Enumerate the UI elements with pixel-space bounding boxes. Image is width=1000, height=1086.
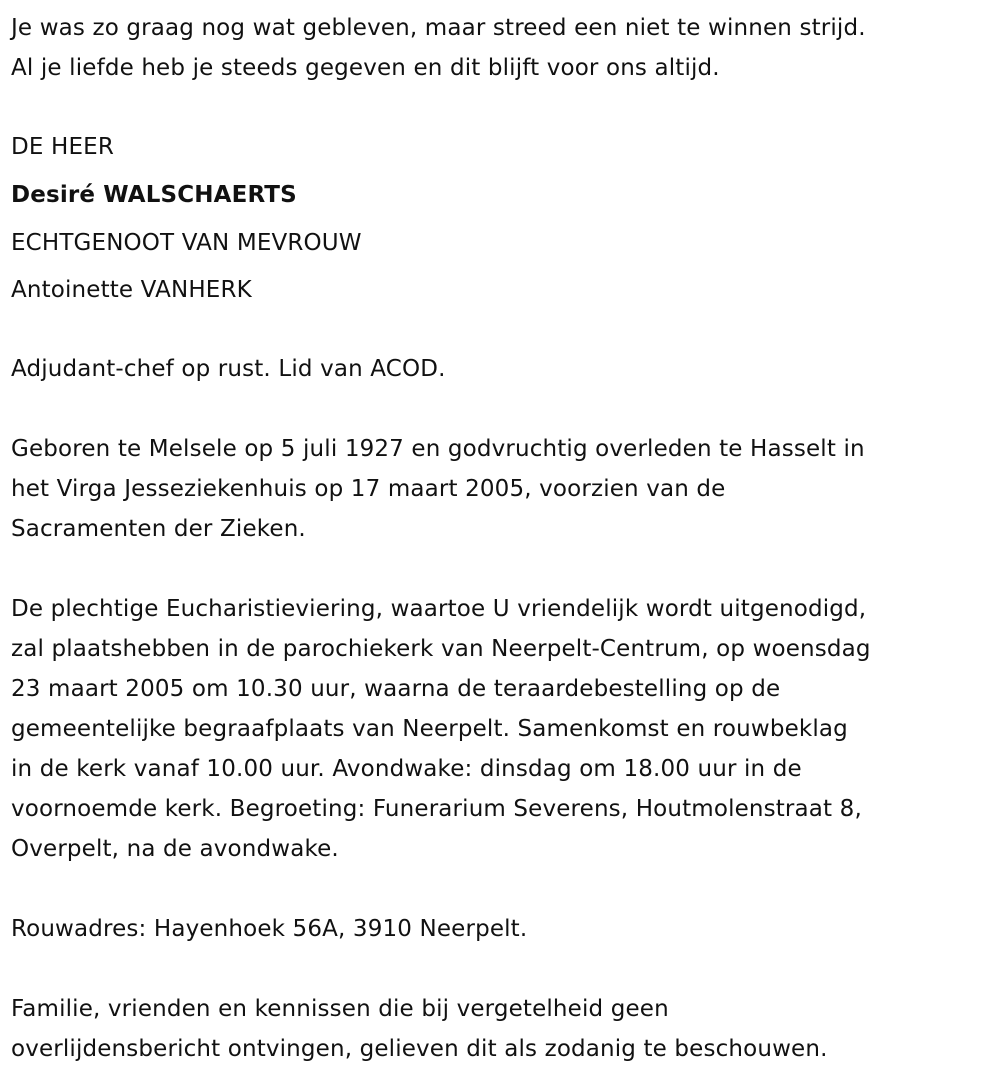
mourning-address: Rouwadres: Hayenhoek 56A, 3910 Neerpelt. (11, 916, 528, 942)
closing-line-2: overlijdensbericht ontvingen, gelieven dit als zodanig te beschouwen. (11, 1036, 828, 1062)
ceremony-line-6: voornoemde kerk. Begroeting: Funerarium Severens, Houtmolenstraat 8, (11, 796, 862, 822)
ceremony-line-3: 23 maart 2005 om 10.30 uur, waarna de teraardebestelling op de (11, 676, 781, 702)
poem-line-1: Je was zo graag nog wat gebleven, maar streed een niet te winnen strijd. (11, 15, 866, 41)
ceremony-line-7: Overpelt, na de avondwake. (11, 836, 339, 862)
birth-death-line-2: het Virga Jesseziekenhuis op 17 maart 2005, voorzien van de (11, 476, 726, 502)
ceremony-line-5: in de kerk vanaf 10.00 uur. Avondwake: dinsdag om 18.00 uur in de (11, 756, 802, 782)
birth-death-line-1: Geboren te Melsele op 5 juli 1927 en godvruchtig overleden te Hasselt in (11, 436, 865, 462)
deceased-name: Desiré WALSCHAERTS (11, 182, 297, 208)
spouse-name: Antoinette VANHERK (11, 277, 252, 303)
poem-line-2: Al je liefde heb je steeds gegeven en dit blijft voor ons altijd. (11, 55, 720, 81)
relation-line: ECHTGENOOT VAN MEVROUW (11, 230, 362, 256)
occupation-line: Adjudant-chef op rust. Lid van ACOD. (11, 356, 446, 382)
closing-line-1: Familie, vrienden en kennissen die bij vergetelheid geen (11, 996, 669, 1022)
deceased-title: DE HEER (11, 134, 114, 160)
ceremony-line-4: gemeentelijke begraafplaats van Neerpelt. Samenkomst en rouwbeklag (11, 716, 848, 742)
birth-death-line-3: Sacramenten der Zieken. (11, 516, 306, 542)
ceremony-line-2: zal plaatshebben in de parochiekerk van Neerpelt-Centrum, op woensdag (11, 636, 871, 662)
ceremony-line-1: De plechtige Eucharistieviering, waartoe U vriendelijk wordt uitgenodigd, (11, 596, 867, 622)
